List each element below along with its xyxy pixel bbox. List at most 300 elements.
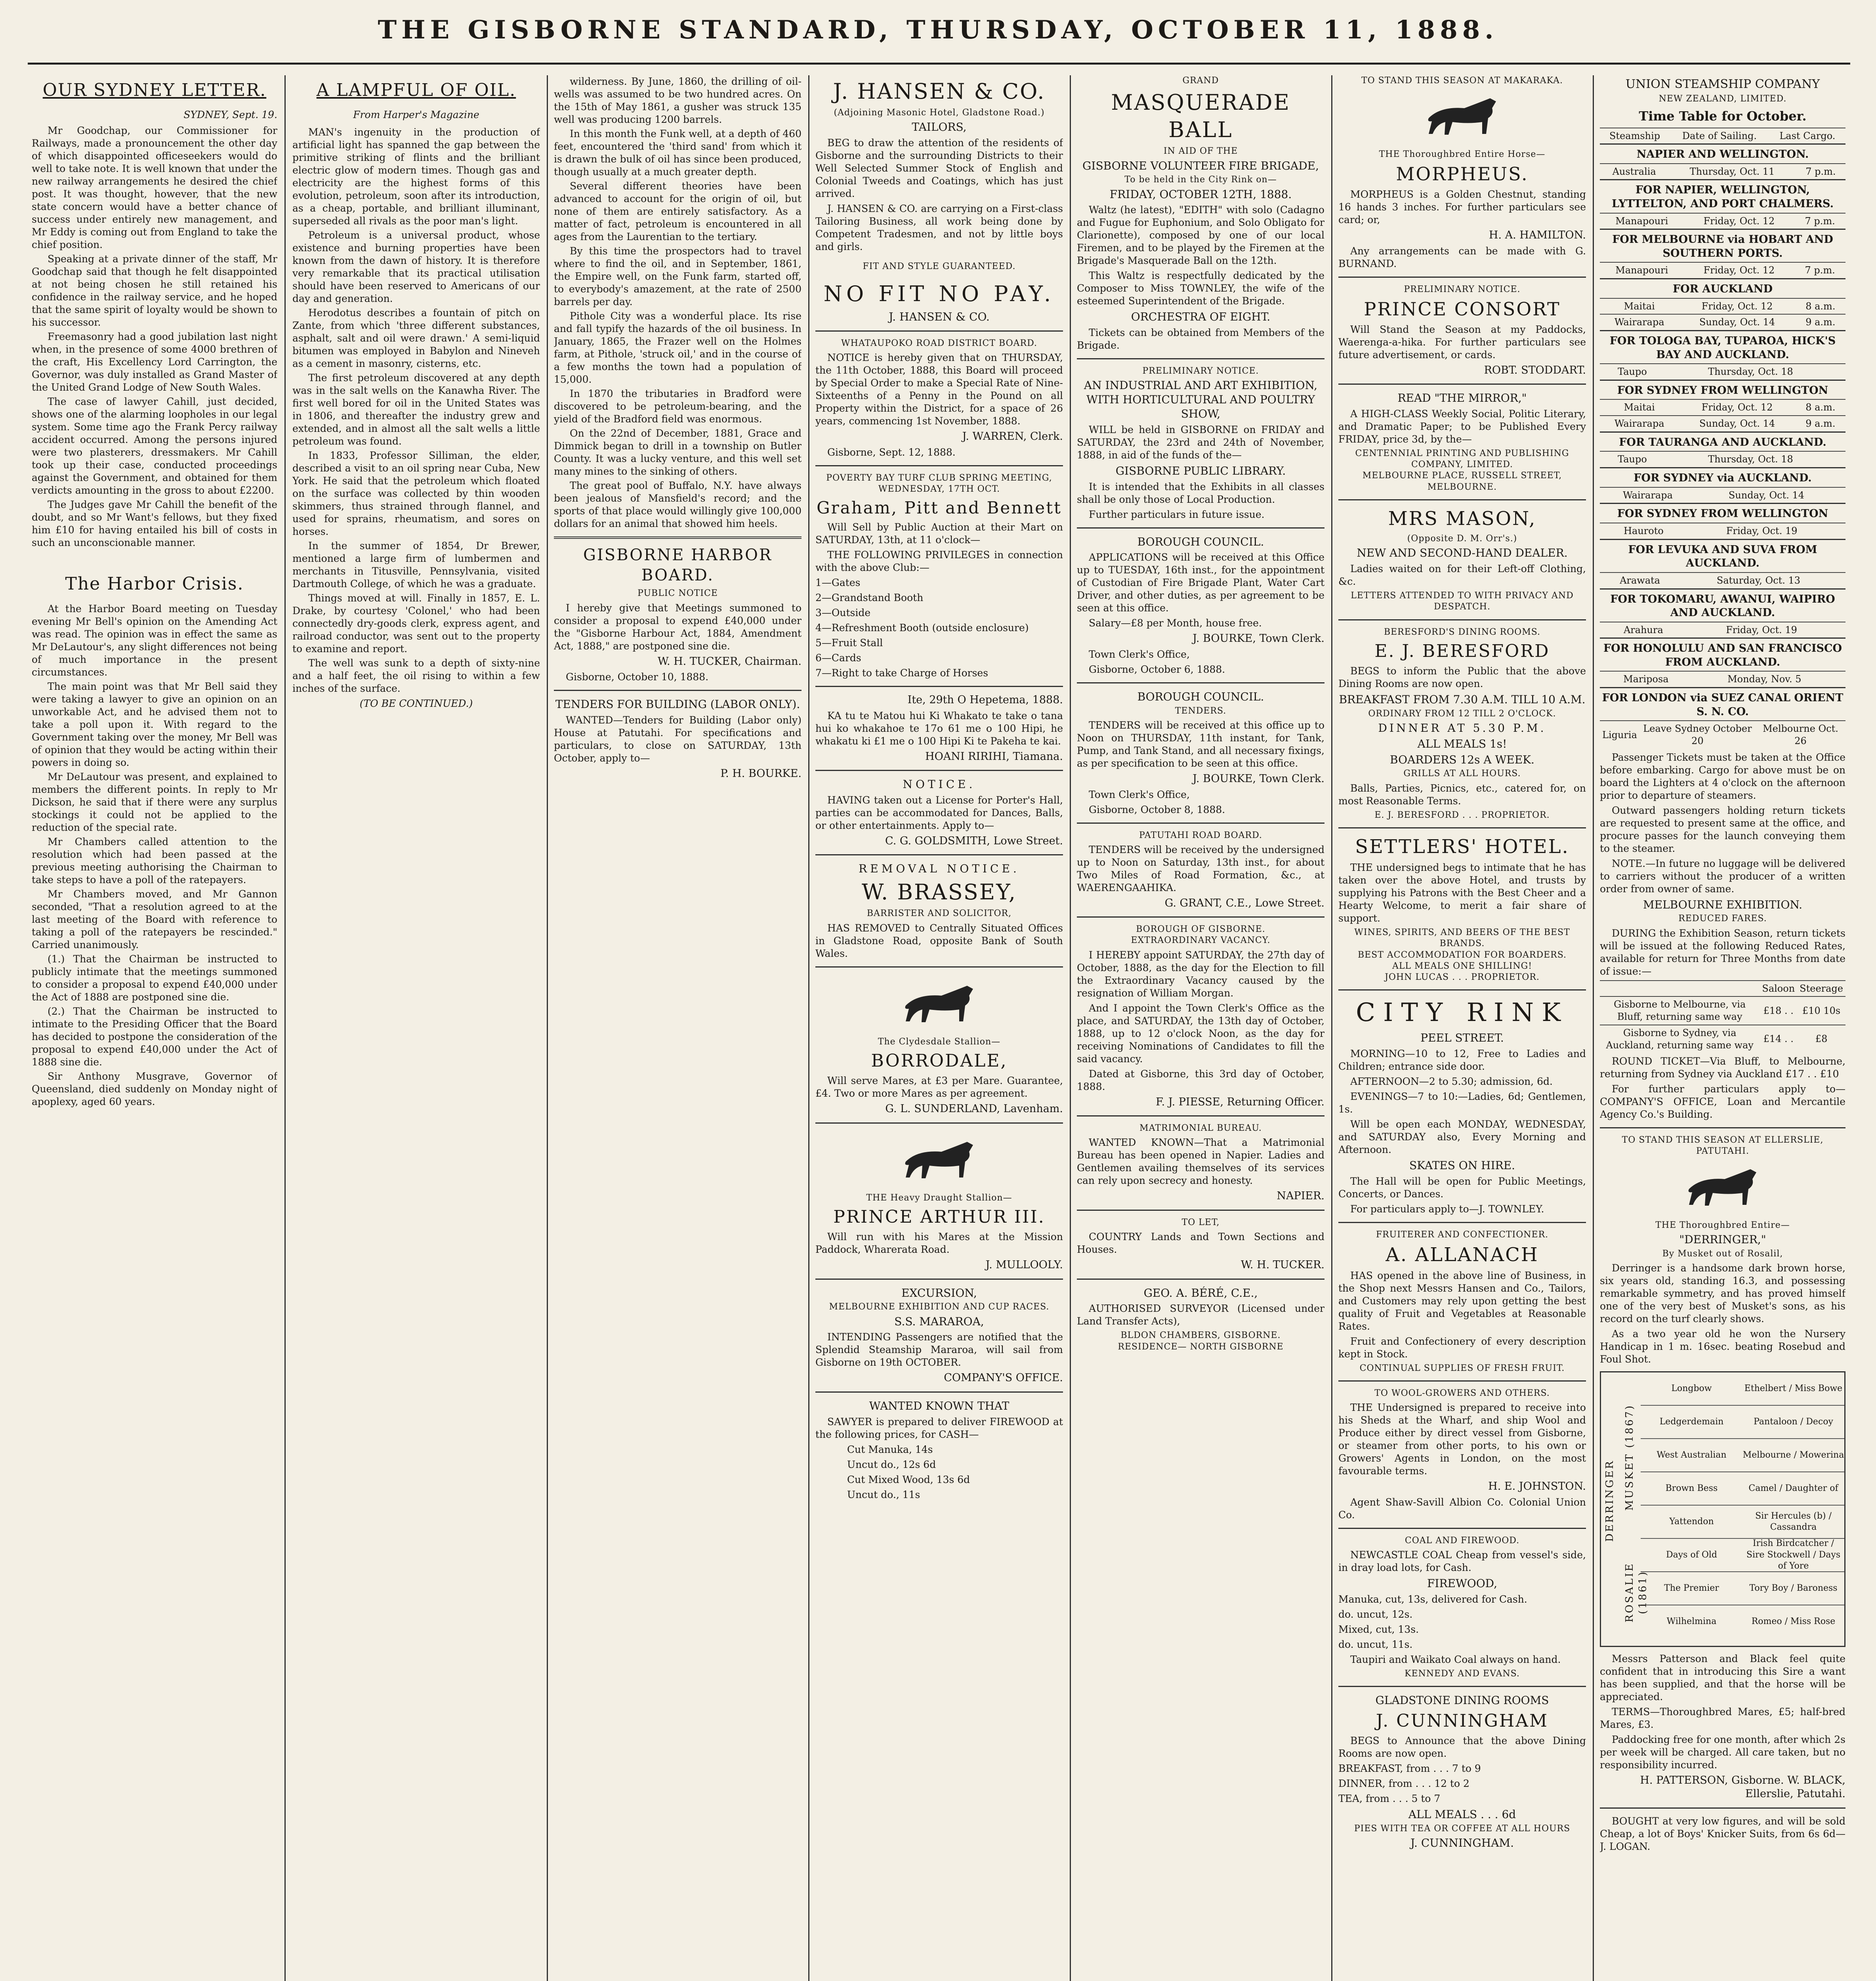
timetable-route-table [1600, 363, 1845, 380]
divider [1338, 1686, 1586, 1687]
ad-body: WANTED KNOWN—That a Matrimonial Bureau has been opened in Napier. Ladies and Gentlemen availing themselves of its services can rely upon secrecy and honesty. [1077, 1137, 1324, 1187]
ad-date: Gisborne, Sept. 12, 1888. [827, 446, 956, 458]
ad-title: TO STAND THIS SEASON AT ELLERSLIE, PATUTAHI. [1622, 1135, 1824, 1157]
divider [1338, 277, 1586, 278]
masthead [0, 0, 1876, 59]
table-cell [1837, 487, 1845, 503]
list-item: Uncut do., 11s [847, 1489, 920, 1500]
column-rule [808, 75, 809, 1981]
ad-title: BOROUGH COUNCIL. [1137, 535, 1264, 548]
ad-accommodation: BEST ACCOMMODATION FOR BOARDERS. [1357, 950, 1567, 960]
article-paragraph: Mr DeLautour was present, and explained to members the different points. In reply to Mr Dickson, he said that if there were any surplus stockings it could not be applied to the reduction of the special rate. [32, 771, 277, 833]
ad-exhibition: MELBOURNE EXHIBITION. [1643, 898, 1803, 911]
divider [1600, 1807, 1845, 1809]
table-cell: Thursday, Oct. 18 [1665, 451, 1836, 467]
article-paragraph: The case of lawyer Cahill, just decided, shows one of the alarming loopholes in our legal system. Some time ago the Frank Percy railway accident occurred. Among the persons injured were two plasterers, dressmakers. Mr Cahill took up their case, conducted proceedings against the Government, and obtained for them verdicts amounting in the gross to about £2200. [32, 396, 277, 496]
ad-title: PATUTAHI ROAD BOARD. [1139, 830, 1262, 840]
pedigree-table [1600, 1371, 1845, 1647]
matrimonial-ad [1077, 1123, 1324, 1203]
table-header-row [1600, 128, 1845, 144]
ad-body: MORPHEUS is a Golden Chestnut, standing 16 hands 3 inches. For further particulars see card; or, [1338, 189, 1586, 226]
table-header: Last Cargo. [1769, 128, 1845, 144]
column-3 [554, 75, 802, 1981]
article-paragraph: At the Harbor Board meeting on Tuesday evening Mr Bell's opinion on the Amending Act was read. The opinion was in effect the same as Mr DeLautour's, any slight differences not being of much importance in the present circumstances. [32, 603, 277, 678]
timetable-route-table [1600, 298, 1845, 330]
ad-title: A. ALLANACH [1386, 1243, 1539, 1266]
ad-signature: ROBT. STODDART. [1484, 364, 1586, 376]
ad-signature: COMPANY'S OFFICE. [944, 1372, 1063, 1384]
table-cell: Friday, Oct. 12 [1684, 262, 1795, 278]
ad-title: COAL AND FIREWOOD. [1405, 1535, 1520, 1546]
ad-title: SETTLERS' HOTEL. [1355, 835, 1569, 858]
pedigree-grid [1641, 1372, 1844, 1638]
ad-note: LETTERS ATTENDED TO WITH PRIVACY AND DESPATCH. [1351, 591, 1574, 612]
ad-body: Will serve Mares, at £3 per Mare. Guarantee, £4. Two or more Mares as per agreement. [815, 1074, 1063, 1099]
ad-body: APPLICATIONS will be received at this Office up to TUESDAY, 16th inst., for the appointment of Custodian of Fire Brigade Plant, Water Cart Driver, and other duties, as per agreement to be seen at this office. [1077, 552, 1324, 614]
ad-boarders: BOARDERS 12s A WEEK. [1390, 753, 1534, 766]
column-rule [1331, 75, 1332, 1981]
divider [815, 1122, 1063, 1124]
divider [1338, 619, 1586, 620]
article-paragraph: The main point was that Mr Bell said they were taking a lawyer to give an opinion on an unworkable Act, and he advised them not to take a poll upon it. With regard to the Government taking over the money, Mr Bell was of opinion that they would be acting within their powers in doing so. [32, 680, 277, 768]
table-cell: Leave Sydney October 20 [1639, 721, 1756, 748]
wool-growers-ad [1338, 1388, 1586, 1521]
table-row [1600, 721, 1845, 748]
timetable-route: FOR SYDNEY via AUCKLAND. [1600, 467, 1845, 487]
table-cell: Friday, Oct. 12 [1679, 298, 1796, 315]
ad-body: Outward passengers holding return tickets are requested to present same at the office, and procure passes for the launch conveying them to the steamer. [1600, 804, 1845, 854]
ad-body: Waltz (he latest), "EDITH" with solo (Cadagno and Fugue for Euphonium, and Solo Obligato for Clarionette), composed by one of our local Firemen, and to be played by the Firemen at the Brigade's Masquerade Ball on the 12th. [1077, 204, 1324, 267]
ad-body: Any arrangements can be made with G. BURNAND. [1338, 245, 1586, 269]
ad-signature: H. E. JOHNSTON. [1488, 1480, 1586, 1493]
ad-body: NEW AND SECOND-HAND DEALER. [1357, 546, 1568, 560]
ad-title: J. HANSEN & CO. [833, 79, 1046, 104]
ad-title: BOROUGH OF GISBORNE. [1136, 924, 1265, 935]
article-paragraph: In 1833, Professor Silliman, the elder, described a visit to an oil spring near Cuba, New York. He said that the petroleum which floated on the surface was collected by thin wooden skimmers, thus strained through flannel, and used for sprains, rheumatism, and sores on horses. [292, 450, 540, 538]
ad-subtitle: TENDERS. [1175, 706, 1227, 716]
ad-title: EXCURSION, [901, 1286, 977, 1300]
divider [815, 1391, 1063, 1393]
ad-lead: The Clydesdale Stallion— [878, 1036, 1001, 1047]
masthead-title: THE GISBORNE STANDARD, THURSDAY, OCTOBER 11, 1888. [378, 15, 1498, 45]
ad-signature: KENNEDY AND EVANS. [1405, 1668, 1520, 1679]
pedigree-cell: Melbourne / Mowerina [1742, 1450, 1844, 1460]
timetable-route-table [1600, 451, 1845, 467]
article-paragraph: By this time the prospectors had to travel where to find the oil, and in September, 1861, the Empire well, on the Funk farm, started off, to everybody's amazement, at the rate of 2500 barrels per day. [554, 245, 802, 307]
ad-signature: JOHN LUCAS . . . PROPRIETOR. [1385, 972, 1540, 982]
ad-date: Ite, 29th O Hepetema, 1888. [907, 693, 1063, 706]
ad-subtitle: MELBOURNE EXHIBITION AND CUP RACES. [829, 1302, 1050, 1312]
ad-body: Balls, Parties, Picnics, etc., catered for, on most Reasonable Terms. [1338, 782, 1586, 807]
continued-note: (TO BE CONTINUED.) [359, 698, 473, 710]
table-cell: Wairarapa [1600, 314, 1679, 330]
list-item: 5—Fruit Stall [815, 637, 883, 649]
tenders-building-ad [554, 697, 802, 781]
ad-by: By Musket out of Rosalil, [1662, 1248, 1783, 1259]
ad-body: THE Undersigned is prepared to receive into his Sheds at the Wharf, and ship Wool and Produce either by direct vessel from Gisborne, or steamer from other ports, to his own or Growers' Agents in London, on the most favourable terms. [1338, 1402, 1586, 1477]
divider [1077, 823, 1324, 824]
divider [1077, 916, 1324, 918]
ad-name: W. BRASSEY, [861, 880, 1017, 905]
ad-residence: RESIDENCE— NORTH GISBORNE [1118, 1342, 1284, 1352]
ad-signature: J. CUNNINGHAM. [1410, 1836, 1514, 1850]
table-cell: Friday, Oct. 12 [1679, 399, 1796, 416]
horse-illustration [894, 978, 985, 1029]
wanted-firewood-ad [815, 1399, 1063, 1501]
ad-title: TO STAND THIS SEASON AT MAKARAKA. [1361, 76, 1563, 86]
table-cell: Australia [1600, 164, 1668, 179]
ad-signature: W. H. TUCKER, Chairman. [657, 655, 802, 668]
ad-body: As a two year old he won the Nursery Handicap in 1 m. 16sec. beating Rosebud and Foul Shot. [1600, 1328, 1845, 1365]
timetable-route: FOR NAPIER, WELLINGTON, LYTTELTON, AND PORT CHALMERS. [1600, 179, 1845, 212]
list-item: Manuka, cut, 13s, delivered for Cash. [1338, 1593, 1527, 1605]
derringer-ad [1600, 1135, 1845, 1801]
ad-signature: C. G. GOLDSMITH, Lowe Street. [885, 834, 1063, 847]
table-cell: Taupo [1600, 451, 1665, 467]
list-item: 2—Grandstand Booth [815, 592, 924, 603]
notice-hall-ad [815, 777, 1063, 848]
timetable [1600, 128, 1845, 144]
table-cell: Sunday, Oct. 14 [1679, 416, 1796, 431]
ad-meals: ALL MEALS ONE SHILLING! [1392, 961, 1532, 971]
morpheus-ad [1338, 75, 1586, 270]
fares-table [1600, 980, 1845, 1053]
table-row [1600, 622, 1845, 638]
table-cell: 9 a.m. [1796, 416, 1845, 431]
divider [815, 465, 1063, 466]
ad-breakfast: BREAKFAST FROM 7.30 A.M. TILL 10 A.M. [1339, 693, 1586, 706]
timetable-route: FOR SYDNEY FROM WELLINGTON [1600, 380, 1845, 399]
ad-title: MATRIMONIAL BUREAU. [1139, 1123, 1262, 1134]
pedigree-cell: West Australian [1657, 1450, 1727, 1460]
ad-body: BEGS to inform the Public that the above Dining Rooms are now open. [1338, 665, 1586, 689]
timetable-route: FOR SYDNEY FROM WELLINGTON [1600, 503, 1845, 523]
divider [1077, 1210, 1324, 1211]
table-cell: Saturday, Oct. 13 [1680, 573, 1837, 588]
ad-title: BOROUGH COUNCIL. [1137, 690, 1264, 704]
horse-illustration [1677, 1161, 1768, 1213]
list-item: BREAKFAST, from . . . 7 to 9 [1338, 1763, 1481, 1775]
table-cell: Manapouri [1600, 213, 1684, 229]
column-7 [1600, 75, 1845, 1981]
ad-office: Town Clerk's Office, [1089, 649, 1190, 660]
article-paragraph: Speaking at a private dinner of the staff, Mr Goodchap said that though he felt disappointed at not being chosen he still retained his confidence in the railway service, and he hoped that the same spirit of loyalty would be shown to his successor. [32, 253, 277, 328]
ad-body: For further particulars apply to— COMPANY'S OFFICE, Loan and Mercantile Agency Co.'s Building. [1600, 1083, 1845, 1120]
ad-terms: TERMS—Thoroughbred Mares, £5; half-bred Mares, £3. [1600, 1706, 1845, 1730]
to-let-ad [1077, 1217, 1324, 1272]
article-paragraph: Mr Goodchap, our Commissioner for Railways, made a pronouncement the other day of which disappointed officeseekers would do well to take note. It is well known that under the new railway arrangements he desired the chief post. It was thought, however, that the new state concern would have a better chance of success under entirely new management, and Mr Eddy is coming out from England to take the chief position. [32, 125, 277, 251]
ad-body: Derringer is a handsome dark brown horse, six years old, standing 16.3, and possessing remarkable symmetry, and has proved himself one of the very best of Musket's sons, as his record on the turf clearly shows. [1600, 1262, 1845, 1324]
table-cell: Gisborne to Melbourne, via Bluff, returning same way [1600, 996, 1760, 1025]
divider [1338, 1380, 1586, 1382]
ad-meals: ALL MEALS 1s! [1417, 737, 1507, 750]
divider [815, 770, 1063, 771]
ad-fares: REDUCED FARES. [1678, 914, 1767, 924]
ad-body: EVENINGS—7 to 10:—Ladies, 6d; Gentlemen, 1s. [1338, 1090, 1586, 1115]
timetable-route-table [1600, 213, 1845, 229]
ad-signature: F. J. PIESSE, Returning Officer. [1156, 1095, 1324, 1108]
column-rule [284, 75, 286, 1981]
timetable-route-table [1600, 720, 1845, 748]
maori-notice [815, 693, 1063, 763]
article-paragraph: Mr Chambers called attention to the resolution which had been passed at the previous meeting authorising the Chairman to take steps to have a poll of the ratepayers. [32, 836, 277, 886]
timetable-route-table [1600, 487, 1845, 503]
ad-date: Gisborne, October 6, 1888. [1089, 664, 1225, 676]
table-cell: Friday, Oct. 19 [1687, 622, 1836, 638]
timetable-route: FOR MELBOURNE via HOBART AND SOUTHERN PORTS. [1600, 229, 1845, 262]
ad-slogan: NO FIT NO PAY. [823, 281, 1055, 307]
ad-role: BARRISTER AND SOLICITOR, [866, 908, 1012, 919]
city-rink-ad [1338, 997, 1586, 1216]
list-item: 1—Gates [815, 576, 861, 588]
table-cell: 7 p.m. [1796, 164, 1845, 179]
ad-body: NOTICE is hereby given that on THURSDAY, the 11th October, 1888, this Board will proceed by Special Order to make a Special Rate of Nine-Sixteenths of a Penny in the Pound on all Property within the District, for a space of 26 years, commencing 1st November, 1888. [815, 352, 1063, 427]
table-row [1600, 364, 1845, 380]
ad-opposite: (Opposite D. M. Orr's.) [1407, 534, 1517, 544]
list-item: Cut Manuka, 14s [847, 1443, 933, 1455]
pedigree-cell: Wilhelmina [1666, 1616, 1717, 1626]
ad-title: CITY RINK [1356, 998, 1569, 1027]
table-row [1600, 416, 1845, 431]
article-paragraph: In 1870 the tributaries in Bradford were discovered to be petroleum-bearing, and the yield of the Bradford field was enormous. [554, 388, 802, 425]
column-rule [1593, 75, 1594, 1981]
ad-body: NEWCASTLE COAL Cheap from vessel's side, in dray load lots, for Cash. [1338, 1549, 1586, 1574]
divider [554, 690, 802, 691]
article-paragraph: (2.) That the Chairman be instructed to intimate to the Presiding Officer that the Board has decided to postpone the consideration of the proposal to expend £40,000 under the Act of 1888 sine die. [32, 1005, 277, 1068]
divider [1600, 1127, 1845, 1128]
timetable-route: FOR TOKOMARU, AWANUI, WAIPIRO AND AUCKLAND. [1600, 588, 1845, 622]
table-row [1600, 213, 1845, 229]
ad-title: TO WOOL-GROWERS AND OTHERS. [1374, 1388, 1550, 1399]
ad-title: GISBORNE HARBOR BOARD. [583, 546, 773, 585]
ad-body: WANTED—Tenders for Building (Labor only) House at Patutahi. For specifications and particulars, to close on SATURDAY, 13th October, apply to— [554, 714, 802, 764]
ad-title: NOTICE. [903, 778, 976, 791]
ad-note: PIES WITH TEA OR COFFEE AT ALL HOURS [1354, 1824, 1571, 1834]
timetable-route-table [1600, 523, 1845, 539]
ad-body: Further particulars in future issue. [1089, 508, 1265, 520]
timetable-route: FOR AUCKLAND [1600, 278, 1845, 298]
ad-ship: S.S. MARAROA, [894, 1315, 984, 1328]
timetable-route: FOR LONDON via SUEZ CANAL ORIENT S. N. CO. [1600, 687, 1845, 720]
pedigree-cell: Longbow [1671, 1383, 1712, 1393]
table-cell: £10 10s [1797, 996, 1845, 1025]
ad-body: INTENDING Passengers are notified that the Splendid Steamship Mararoa, will sail from Gisborne on 19th OCTOBER. [815, 1331, 1063, 1368]
ad-title: READ "THE MIRROR," [1397, 391, 1527, 405]
ad-body: Tickets can be obtained from Members of the Brigade. [1077, 327, 1324, 351]
pedigree-cell: Ledgerdemain [1659, 1416, 1724, 1427]
pedigree-row [1641, 1405, 1844, 1438]
ad-meals: ALL MEALS . . . 6d [1408, 1808, 1516, 1821]
list-item: do. uncut, 12s. [1338, 1608, 1413, 1620]
divider [815, 966, 1063, 968]
ad-body: Will Stand the Season at my Paddocks, Waerenga-a-hika. For further particulars see future advertisement, or cards. [1338, 323, 1586, 361]
pedigree-cell: Yattendon [1669, 1516, 1714, 1527]
ad-agent: Agent Shaw-Savill Albion Co. Colonial Union Co. [1338, 1496, 1586, 1521]
union-steamship-ad [1600, 77, 1845, 1121]
table-row [1600, 671, 1845, 687]
column-5 [1077, 75, 1324, 1981]
ad-signature: HOANI RIRIHI, Tiamana. [925, 750, 1063, 763]
ad-signature: P. H. BOURKE. [720, 767, 802, 780]
article-paragraph: In the summer of 1854, Dr Brewer, mentioned a large firm of lumbermen and merchants in Titusville, Pennsylvania, visited Dartmouth College, of which he was a graduate. [292, 540, 540, 590]
ad-signature: J. WARREN, Clerk. [962, 430, 1063, 443]
divider [554, 536, 802, 539]
pedigree-cell: Sir Hercules (b) / Cassandra [1755, 1511, 1832, 1532]
ad-brigade: GISBORNE VOLUNTEER FIRE BRIGADE, [1082, 159, 1319, 172]
table-cell: 8 a.m. [1796, 399, 1845, 416]
dateline: SYDNEY, Sept. 19. [183, 109, 277, 121]
ad-body: AUTHORISED SURVEYOR (Licensed under Land Transfer Acts), [1077, 1303, 1324, 1327]
ad-body: It is intended that the Exhibits in all classes shall be only those of Local Production. [1077, 481, 1324, 505]
divider [1077, 682, 1324, 683]
column-4 [815, 75, 1063, 1981]
ad-body: This Waltz is respectfully dedicated by the Composer to Miss TOWNLEY, the wife of the esteemed Superintendent of the Brigade. [1077, 270, 1324, 307]
timetable-route-table [1600, 572, 1845, 588]
horse-illustration [894, 1134, 985, 1185]
article-paragraph: In this month the Funk well, at a depth of 460 feet, encountered the 'third sand' from which it is drawn the bulk of oil has since been produced, though usually at a much greater depth. [554, 128, 802, 177]
table-cell: Mariposa [1600, 671, 1692, 687]
headline-sydney-letter: OUR SYDNEY LETTER. [42, 80, 267, 100]
ad-title: POVERTY BAY TURF CLUB SPRING MEETING, WEDNESDAY, 17TH OCT. [826, 473, 1052, 494]
ad-body: TENDERS will be received by the undersigned up to Noon on Saturday, 13th inst., for about Two Miles of Road Formation, &c., at WAERENGAAHIKA. [1077, 844, 1324, 893]
coal-firewood-ad [1338, 1535, 1586, 1679]
ad-body: I HEREBY appoint SATURDAY, the 27th day of October, 1888, as the day for the Election to fill the Extraordinary Vacancy caused by the resignation of William Morgan. [1077, 949, 1324, 999]
table-cell: Arahura [1600, 622, 1687, 638]
list-item: Cut Mixed Wood, 13s 6d [847, 1473, 970, 1485]
ad-body: SAWYER is prepared to deliver FIREWOOD at the following prices, for CASH— [815, 1416, 1063, 1440]
divider [1077, 358, 1324, 359]
article-paragraph: MAN's ingenuity in the production of artificial light has spanned the gap between the primitive striking of flints and the brilliant electric glow of modern times. Though gas and electricity are the highest forms of this evolution, petroleum, soon after its introduction, as a cheap, portable, and brilliant illuminant, superseded all rivals as the poor man's light. [292, 126, 540, 227]
ad-body: THE FOLLOWING PRIVILEGES in connection with the above Club:— [815, 549, 1063, 573]
pedigree-cell: Romeo / Miss Rose [1751, 1616, 1836, 1626]
subhead: From Harper's Magazine [353, 109, 479, 121]
ad-body: COUNTRY Lands and Town Sections and Houses. [1077, 1231, 1324, 1255]
table-cell: 7 p.m. [1794, 262, 1845, 278]
mirror-ad [1338, 391, 1586, 492]
ad-body: The Hall will be open for Public Meetings, Concerts, or Dances. [1338, 1175, 1586, 1200]
removal-notice [815, 862, 1063, 960]
ad-body: Fruit and Confectionery of every description kept in Stock. [1338, 1336, 1586, 1360]
ad-body: HAS REMOVED to Centrally Situated Offices in Gladstone Road, opposite Bank of South Wales. [815, 922, 1063, 959]
article-paragraph: Sir Anthony Musgrave, Governor of Queensland, died suddenly on Monday night of apoplexy, aged 60 years. [32, 1070, 277, 1107]
ad-title: MASQUERADE BALL [1111, 90, 1290, 143]
ad-company: CENTENNIAL PRINTING AND PUBLISHING COMPANY, LIMITED. [1355, 448, 1569, 470]
ad-signature: G. GRANT, C.E., Lowe Street. [1164, 897, 1324, 909]
table-cell: Wairarapa [1600, 487, 1696, 503]
table-cell: £18 . . [1760, 996, 1797, 1025]
ad-signature: J. BOURKE, Town Clerk. [1193, 773, 1324, 785]
column-rule [547, 75, 548, 1981]
table-cell: £14 . . [1760, 1025, 1797, 1053]
ad-signature: J. MULLOOLY. [985, 1259, 1063, 1271]
column-2 [292, 75, 540, 1981]
ad-skates: SKATES ON HIRE. [1409, 1158, 1515, 1172]
ad-title: MRS MASON, [1388, 507, 1536, 530]
column-1 [32, 75, 277, 1981]
table-cell: Sunday, Oct. 14 [1696, 487, 1837, 503]
table-cell: Friday, Oct. 19 [1687, 523, 1836, 539]
allanach-fruiterer-ad [1338, 1229, 1586, 1374]
ad-name: "DERRINGER," [1679, 1233, 1766, 1246]
ad-signature: W. H. TUCKER. [1240, 1258, 1324, 1271]
table-header: Steerage [1797, 981, 1845, 997]
ad-body: NOTE.—In future no luggage will be delivered to carriers without the producer of a written order from owner of same. [1600, 857, 1845, 895]
borrodale-stallion-ad [815, 974, 1063, 1116]
ad-body: Messrs Patterson and Black feel quite confident that in introducing this Sire a want has been supplied, and that the horse will be appreciated. [1600, 1653, 1845, 1702]
knicker-suits-ad [1600, 1815, 1845, 1853]
table-cell: Melbourne Oct. 26 [1756, 721, 1845, 748]
divider [815, 330, 1063, 332]
table-cell: Gisborne to Sydney, via Auckland, returning same way [1600, 1025, 1760, 1053]
table-cell: Friday, Oct. 12 [1684, 213, 1795, 229]
ad-body: Will be open each MONDAY, WEDNESDAY, and SATURDAY also, Every Morning and Afternoon. [1338, 1118, 1586, 1155]
ad-firewood: FIREWOOD, [1427, 1577, 1498, 1590]
pedigree-side: ROSALIE (1861) [1624, 1562, 1649, 1622]
article-paragraph: Pithole City was a wonderful place. Its rise and fall typify the hazards of the oil business. In January, 1865, the Frazer well on the Holmes farm, at Pithole, 'struck oil,' and in the course of a few months the town had a population of 15,000. [554, 310, 802, 385]
ad-lead: THE Heavy Draught Stallion— [866, 1193, 1012, 1203]
divider [1338, 384, 1586, 385]
pedigree-cell: Pantaloon / Decoy [1754, 1416, 1833, 1427]
table-cell: Maitai [1600, 298, 1679, 315]
timetable-route-table [1600, 399, 1845, 431]
auctioneer-name: Graham, Pitt and Bennett [817, 498, 1062, 518]
masquerade-ball-ad [1077, 75, 1324, 352]
ad-date: Gisborne, October 8, 1888. [1089, 803, 1225, 815]
ad-salary: Salary—£8 per Month, house free. [1089, 617, 1262, 629]
article-paragraph: The first petroleum discovered at any depth was in the salt wells on the Kanawha River. The first well bored for oil in the United States was in 1806, and thereafter the industry grew and extended, and in almost all the salt wells a little petroleum was found. [292, 372, 540, 447]
ad-title: BORRODALE, [871, 1050, 1008, 1071]
ad-body: TENDERS will be received at this office up to Noon on THURSDAY, 11th instant, for Tank, Pump, and Tank Stand, and all necessary fixings, as per specification to be seen at this office. [1077, 719, 1324, 769]
prince-arthur-ad [815, 1130, 1063, 1272]
ad-signature: H. PATTERSON, Gisborne. W. BLACK, Ellerslie, Patutahi. [1640, 1774, 1845, 1800]
article-paragraph: Things moved at will. Finally in 1857, E. L. Drake, by courtesy 'Colonel,' who had been connectedly dry-goods clerk, express agent, and railroad conductor, was sent out to the property to examine and report. [292, 592, 540, 655]
pedigree-cell: Days of Old [1666, 1550, 1717, 1560]
list-item: do. uncut, 11s. [1338, 1638, 1413, 1650]
ad-office: Town Clerk's Office, [1089, 788, 1190, 800]
timetable-route-table [1600, 671, 1845, 687]
table-header-row [1600, 981, 1845, 997]
exhibition-notice [1077, 366, 1324, 521]
ad-pre: FRUITERER AND CONFECTIONER. [1376, 1229, 1549, 1240]
prince-consort-ad [1338, 284, 1586, 378]
ad-address: (Adjoining Masonic Hotel, Gladstone Road.) [834, 108, 1045, 118]
ad-signature: J. HANSEN & CO. [889, 310, 990, 324]
horse-illustration [1417, 90, 1508, 142]
timetable-route-table [1600, 262, 1845, 278]
table-cell: Taupo [1600, 364, 1665, 380]
surveyor-ad [1077, 1286, 1324, 1353]
ad-signature: J. BOURKE, Town Clerk. [1193, 632, 1324, 645]
timetable-route-table [1600, 163, 1845, 179]
ad-title: PRELIMINARY NOTICE. [1404, 284, 1521, 294]
beresford-dining-ad [1338, 627, 1586, 821]
ad-where: To be held in the City Rink on— [1124, 175, 1277, 185]
ad-body: MORNING—10 to 12, Free to Ladies and Children; entrance side door. [1338, 1048, 1586, 1072]
article-paragraph: The Judges gave Mr Cahill the benefit of the doubt, and so Mr Want's fellows, but they fixed him £10 for having entailed his bill of costs in such an unconscionable manner. [32, 499, 277, 549]
table-cell: Maitai [1600, 399, 1679, 416]
divider [815, 1279, 1063, 1280]
ad-subtitle: NEW ZEALAND, LIMITED. [1658, 94, 1787, 104]
table-cell: 8 a.m. [1796, 298, 1845, 315]
ad-body: Taupiri and Waikato Coal always on hand. [1350, 1653, 1561, 1665]
ad-body: A HIGH-CLASS Weekly Social, Politic Literary, and Dramatic Paper; to be Published Every FRIDAY, price 3d, by the— [1338, 408, 1586, 445]
ad-title: PRELIMINARY NOTICE. [1142, 366, 1259, 376]
ad-title: WANTED KNOWN THAT [869, 1399, 1010, 1412]
ad-name: E. J. BERESFORD [1374, 641, 1550, 661]
list-item: 7—Right to take Charge of Horses [815, 667, 989, 679]
table-row [1600, 573, 1845, 588]
article-paragraph: (1.) That the Chairman be instructed to publicly intimate that the meetings summoned to consider a proposal to expend £40,000 under the Act of 1888 are postponed sine die. [32, 953, 277, 1003]
